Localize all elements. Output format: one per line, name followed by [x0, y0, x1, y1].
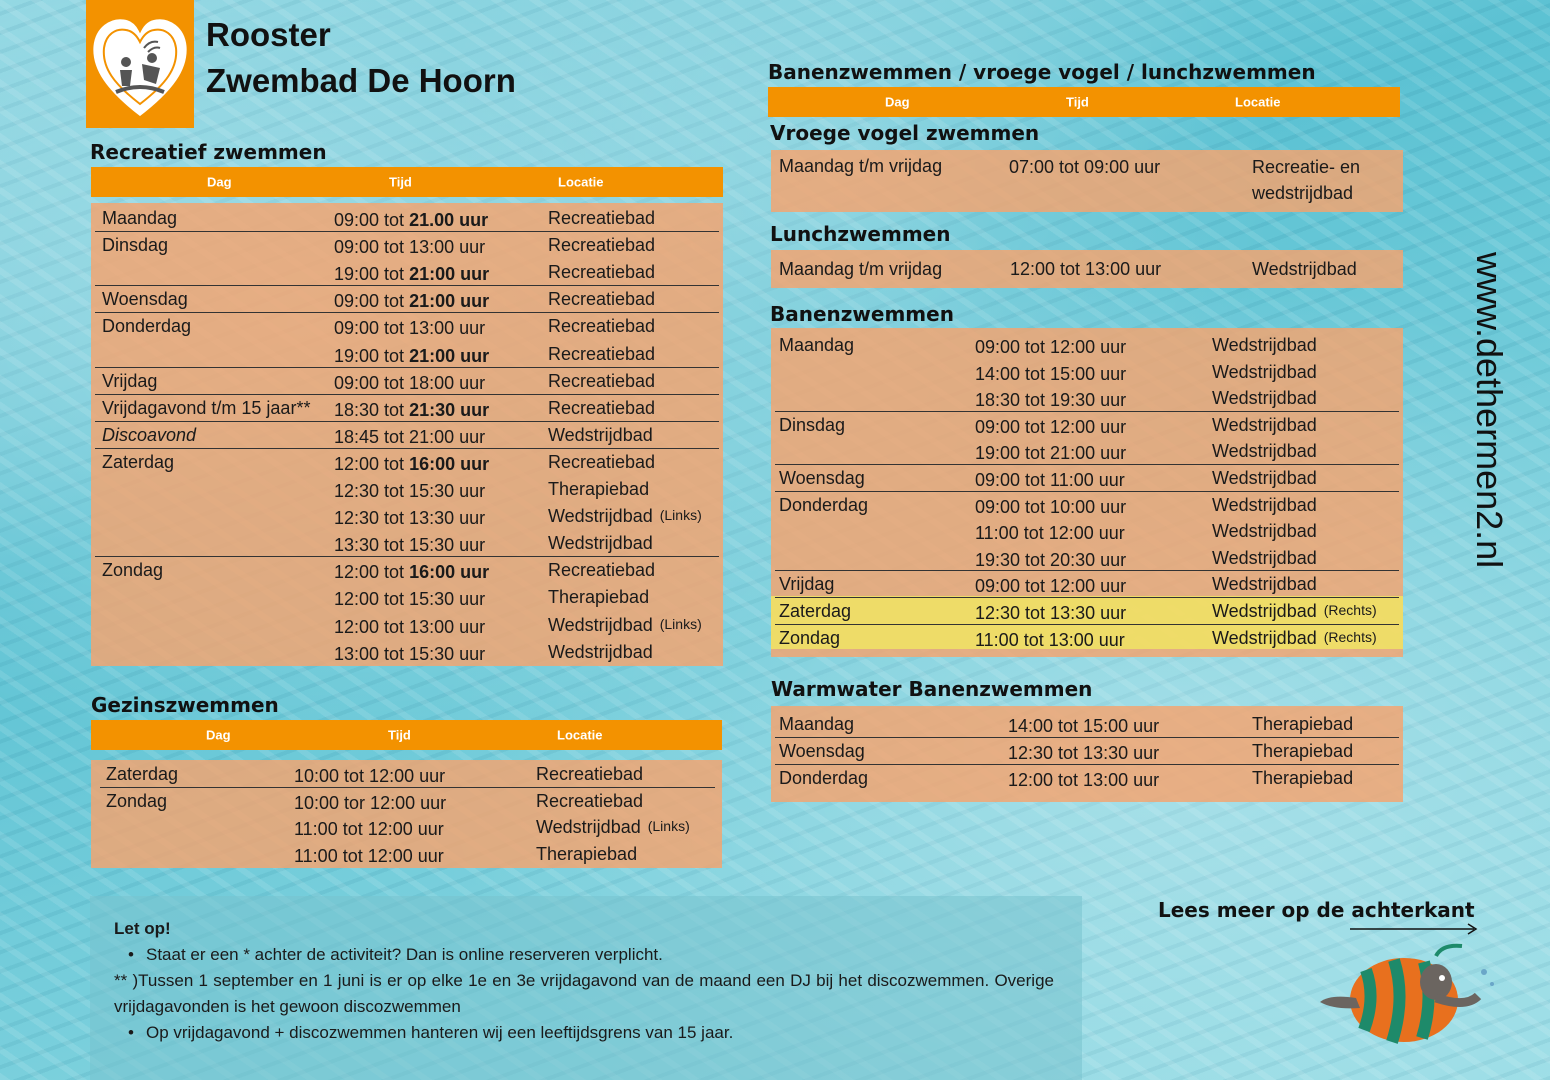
- location-text: Wedstrijdbad: [1212, 574, 1317, 595]
- row-day: Zaterdag: [102, 451, 175, 472]
- row-location: [536, 791, 643, 812]
- time-text: 09:00 tot 13:00 uur: [334, 237, 486, 258]
- row-day: Zondag: [779, 627, 841, 648]
- time-text: 19:00 tot: [334, 264, 410, 285]
- row-time: [334, 237, 485, 258]
- row-location: [548, 235, 655, 256]
- time-text: 18:45 tot 21:00 uur: [334, 426, 486, 447]
- location-note: (Links): [659, 615, 702, 632]
- col-tijd: Tijd: [1066, 94, 1089, 110]
- location-text: Recreatiebad: [536, 764, 644, 784]
- time-text: 13:30 tot 15:30 uur: [334, 535, 486, 556]
- notes-box: [90, 896, 1082, 1080]
- row-location: [1212, 362, 1317, 383]
- location-text: Wedstrijdbad: [1212, 521, 1317, 542]
- row-day: Vrijdag: [102, 370, 158, 391]
- location-text: Recreatiebad: [548, 343, 656, 364]
- row-time: [975, 576, 1126, 597]
- location-text: Wedstrijdbad: [548, 424, 653, 445]
- row-time: [294, 793, 446, 814]
- row-location: [548, 262, 655, 283]
- time-text: 12:00 tot 13:00 uur: [334, 616, 486, 637]
- time-text: 11:00 tot 12:00 uur: [975, 523, 1125, 544]
- time-bold: 21.00 uur: [409, 210, 489, 230]
- row-location: [548, 642, 653, 663]
- notes-paragraph: ** )Tussen 1 september en 1 juni is er op elke 1e en 3e vrijdagavond van de maand een DJ bij het discozwemmen. Overige vrijdagavonden is het gewoon discozwemmen: [114, 971, 1054, 1016]
- row-time: [294, 846, 444, 867]
- row-location: [1212, 548, 1317, 569]
- row-location: [1212, 521, 1317, 542]
- time-bold: 21:00 uur: [409, 291, 490, 312]
- location-text: Recreatiebad: [548, 208, 656, 228]
- location-text: Wedstrijdbad: [1212, 601, 1317, 621]
- row-time: [334, 644, 485, 665]
- time-text: 18:30 tot 19:30 uur: [975, 390, 1127, 411]
- time-bold: 21:30 uur: [409, 399, 490, 420]
- time-text: 10:00 tor 12:00 uur: [294, 792, 447, 813]
- time-text: 09:00 tot: [334, 291, 410, 312]
- banen-table: [771, 328, 1403, 657]
- time-text: 12:00 tot 15:30 uur: [334, 589, 486, 610]
- row-location: [1212, 441, 1317, 462]
- location-text: Wedstrijdbad: [548, 533, 653, 554]
- row-day: Maandag: [102, 208, 178, 228]
- row-time: [334, 318, 485, 339]
- row-location: [548, 533, 653, 554]
- row-time: [1008, 743, 1159, 764]
- recreatief-title: Recreatief zwemmen: [90, 140, 327, 164]
- location-text: Therapiebad: [1252, 740, 1354, 761]
- row-location: [1212, 601, 1377, 622]
- row-time: [334, 427, 485, 448]
- lunch-table: [771, 250, 1403, 288]
- row-divider: [95, 312, 719, 313]
- col-dag: Dag: [207, 174, 232, 190]
- notes-heading: Let op!: [114, 919, 171, 938]
- vroege-day: Maandag t/m vrijdag: [779, 156, 943, 176]
- banen-main-title: Banenzwemmen / vroege vogel / lunchzwemmen: [768, 60, 1316, 84]
- location-text: Therapiebad: [1252, 714, 1354, 734]
- location-text: Recreatiebad: [548, 397, 656, 418]
- time-bold: 21:00 uur: [409, 264, 490, 285]
- row-time: [975, 443, 1126, 464]
- vroege-table: [771, 150, 1403, 212]
- col-tijd: Tijd: [389, 174, 412, 190]
- time-text: 14:00 tot 15:00 uur: [1008, 716, 1160, 736]
- row-divider: [775, 624, 1399, 625]
- banen-title: Banenzwemmen: [770, 302, 954, 326]
- row-time: [334, 400, 489, 421]
- row-divider: [95, 231, 719, 232]
- row-location: [1212, 415, 1317, 436]
- row-day: Zondag: [106, 790, 168, 811]
- recreatief-table: [91, 203, 723, 666]
- row-time: [294, 766, 445, 787]
- location-text: Therapiebad: [536, 844, 638, 865]
- row-location: [548, 316, 655, 337]
- row-location: [548, 344, 655, 365]
- warm-table: [771, 706, 1403, 802]
- time-text: 12:00 tot: [334, 453, 410, 474]
- time-text: 19:00 tot 21:00 uur: [975, 443, 1127, 464]
- row-time: [334, 291, 489, 312]
- row-time: [334, 346, 489, 367]
- row-location: [536, 844, 637, 865]
- vroege-time: 07:00 tot 09:00 uur: [1009, 157, 1161, 177]
- row-time: [975, 603, 1126, 624]
- location-text: Therapiebad: [1252, 767, 1354, 788]
- time-text: 09:00 tot 12:00 uur: [975, 337, 1127, 357]
- time-text: 12:00 tot: [334, 562, 410, 583]
- row-day: Dinsdag: [779, 414, 846, 435]
- title-line-2: Zwembad De Hoorn: [206, 62, 516, 99]
- location-text: Recreatiebad: [536, 790, 644, 811]
- col-dag: Dag: [206, 727, 231, 743]
- lunch-loc: Wedstrijdbad: [1252, 259, 1357, 279]
- row-day: Woensdag: [779, 740, 865, 761]
- location-text: Wedstrijdbad: [1212, 468, 1317, 488]
- row-location: [548, 398, 655, 419]
- row-day: Vrijdag: [779, 574, 835, 595]
- row-time: [334, 373, 485, 394]
- row-divider: [95, 367, 719, 368]
- row-divider: [775, 491, 1399, 492]
- time-text: 19:00 tot: [334, 345, 410, 366]
- lunch-day: Maandag t/m vrijdag: [779, 259, 943, 279]
- gezins-header: [91, 720, 722, 750]
- notes-bullet-2-text: Op vrijdagavond + discozwemmen hanteren wij een leeftijdsgrens van 15 jaar.: [146, 1023, 734, 1042]
- row-time: [334, 562, 489, 583]
- location-note: (Links): [647, 818, 690, 835]
- time-text: 11:00 tot 12:00 uur: [294, 819, 444, 840]
- row-day: Donderdag: [779, 494, 869, 515]
- location-text: Therapiebad: [548, 479, 650, 499]
- location-text: Recreatiebad: [548, 370, 656, 391]
- row-time: [334, 454, 489, 475]
- location-text: Recreatiebad: [548, 560, 656, 581]
- warm-title: Warmwater Banenzwemmen: [771, 677, 1093, 701]
- location-text: Wedstrijdbad: [1212, 441, 1317, 462]
- time-text: 18:30 tot: [334, 399, 410, 420]
- row-location: [548, 371, 655, 392]
- vroege-title: Vroege vogel zwemmen: [770, 121, 1040, 145]
- row-divider: [775, 411, 1399, 412]
- time-text: 12:30 tot 15:30 uur: [334, 481, 486, 501]
- location-note: (Rechts): [1323, 602, 1377, 618]
- col-locatie: Locatie: [1235, 94, 1281, 110]
- row-divider: [95, 285, 719, 286]
- time-text: 10:00 tot 12:00 uur: [294, 766, 446, 786]
- row-day: Maandag: [779, 335, 855, 355]
- row-time: [975, 364, 1126, 385]
- location-text: Wedstrijdbad: [1212, 335, 1317, 355]
- arrow-right-icon: [1350, 922, 1480, 936]
- row-divider: [775, 464, 1399, 465]
- row-location: [1212, 335, 1317, 356]
- time-text: 12:30 tot 13:30 uur: [975, 603, 1127, 623]
- row-time: [975, 630, 1125, 651]
- row-divider: [775, 764, 1399, 765]
- row-divider: [775, 737, 1399, 738]
- seal-mascot-icon: [1316, 938, 1498, 1048]
- location-text: Wedstrijdbad: [1212, 494, 1317, 515]
- row-location: [1252, 741, 1353, 762]
- row-time: [334, 481, 485, 502]
- location-text: Wedstrijdbad: [1212, 414, 1317, 435]
- time-text: 09:00 tot 11:00 uur: [975, 470, 1125, 490]
- row-day: Dinsdag: [102, 235, 169, 256]
- col-locatie: Locatie: [557, 727, 603, 743]
- vroege-loc-1: Recreatie- en: [1252, 157, 1361, 177]
- location-text: Wedstrijdbad: [548, 506, 653, 527]
- col-dag: Dag: [885, 94, 910, 110]
- lunch-time: 12:00 tot 13:00 uur: [1010, 259, 1162, 279]
- row-location: [1252, 714, 1353, 735]
- row-day: Zaterdag: [106, 764, 179, 784]
- row-divider: [775, 570, 1399, 571]
- row-time: [975, 390, 1126, 411]
- row-location: [548, 506, 702, 527]
- time-text: 11:00 tot 12:00 uur: [294, 846, 444, 867]
- row-location: [548, 425, 653, 446]
- location-text: Wedstrijdbad: [1212, 361, 1317, 382]
- location-text: Wedstrijdbad: [548, 641, 653, 662]
- row-divider: [95, 556, 719, 557]
- lees-meer-text[interactable]: Lees meer op de achterkant: [1158, 898, 1475, 922]
- row-time: [1008, 770, 1159, 791]
- row-time: [975, 417, 1126, 438]
- row-day: Maandag: [779, 714, 855, 734]
- recreatief-header: [91, 167, 723, 197]
- time-text: 09:00 tot 12:00 uur: [975, 576, 1127, 597]
- time-text: 12:30 tot 13:30 uur: [334, 508, 486, 529]
- row-time: [975, 497, 1126, 518]
- location-text: Recreatiebad: [548, 316, 656, 337]
- location-text: Recreatiebad: [548, 289, 656, 310]
- row-location: [1252, 768, 1353, 789]
- row-location: [1212, 628, 1377, 649]
- row-time: [975, 523, 1125, 544]
- row-location: [536, 817, 690, 838]
- col-tijd: Tijd: [388, 727, 411, 743]
- time-text: 14:00 tot 15:00 uur: [975, 363, 1127, 384]
- bullet-icon: •: [128, 945, 134, 964]
- row-day: Zondag: [102, 560, 164, 581]
- row-day: Woensdag: [779, 468, 865, 488]
- col-locatie: Locatie: [558, 174, 604, 190]
- row-time: [334, 210, 488, 231]
- vroege-loc-2: wedstrijdbad: [1252, 183, 1354, 203]
- row-time: [1008, 716, 1159, 737]
- row-divider: [95, 394, 719, 395]
- lunch-title: Lunchzwemmen: [770, 222, 951, 246]
- location-text: Wedstrijdbad: [548, 614, 653, 635]
- time-text: 09:00 tot 12:00 uur: [975, 416, 1127, 437]
- row-time: [334, 589, 485, 610]
- notes-bullet-1-text: Staat er een * achter de activiteit? Dan is online reserveren verplicht.: [146, 945, 663, 964]
- row-time: [334, 508, 485, 529]
- location-text: Recreatiebad: [548, 235, 656, 256]
- row-location: [548, 289, 655, 310]
- notes-bullet-2: [128, 1020, 1046, 1046]
- row-day: Zaterdag: [779, 601, 852, 621]
- website-url[interactable]: www.dethermen2.nl: [1469, 252, 1510, 569]
- row-day: Vrijdagavond t/m 15 jaar**: [102, 397, 311, 418]
- banen-header: [768, 87, 1400, 117]
- row-day: Donderdag: [779, 767, 869, 788]
- time-text: 11:00 tot 13:00 uur: [975, 629, 1125, 650]
- time-text: 12:30 tot 13:30 uur: [1008, 742, 1160, 763]
- time-text: 09:00 tot: [334, 210, 410, 230]
- row-divider: [95, 448, 719, 449]
- logo-box: [86, 0, 194, 128]
- row-time: [975, 470, 1125, 491]
- location-note: (Links): [659, 507, 702, 524]
- gezins-title: Gezinszwemmen: [91, 693, 279, 717]
- row-location: [548, 208, 655, 229]
- row-location: [548, 479, 649, 500]
- row-location: [1212, 468, 1317, 489]
- location-text: Wedstrijdbad: [1212, 388, 1317, 409]
- location-note: (Rechts): [1323, 628, 1377, 645]
- time-text: 09:00 tot 13:00 uur: [334, 318, 486, 339]
- time-text: 09:00 tot 18:00 uur: [334, 372, 486, 393]
- row-time: [294, 819, 444, 840]
- time-bold: 21:00 uur: [409, 345, 490, 366]
- row-location: [1212, 574, 1317, 595]
- time-text: 12:00 tot 13:00 uur: [1008, 769, 1160, 790]
- row-location: [548, 615, 702, 636]
- row-divider: [775, 597, 1399, 598]
- title-line-1: Rooster: [206, 16, 331, 53]
- location-text: Wedstrijdbad: [536, 817, 641, 838]
- location-text: Wedstrijdbad: [1212, 627, 1317, 648]
- row-location: [1212, 388, 1317, 409]
- location-text: Recreatiebad: [548, 262, 656, 283]
- row-day: Donderdag: [102, 316, 192, 337]
- gezins-table: [91, 760, 722, 868]
- row-day: Discoavond: [102, 424, 197, 445]
- row-time: [334, 617, 485, 638]
- time-text: 09:00 tot 10:00 uur: [975, 496, 1127, 517]
- location-text: Recreatiebad: [548, 451, 656, 472]
- row-day: Woensdag: [102, 289, 188, 310]
- row-location: [536, 764, 643, 785]
- row-time: [975, 337, 1126, 358]
- heart-swimmers-logo: [86, 0, 194, 128]
- row-divider: [100, 787, 715, 788]
- time-bold: 16:00 uur: [409, 562, 490, 583]
- time-text: 19:30 tot 20:30 uur: [975, 549, 1127, 570]
- time-text: 13:00 tot 15:30 uur: [334, 643, 486, 664]
- time-bold: 16:00 uur: [409, 453, 490, 474]
- location-text: Wedstrijdbad: [1212, 547, 1317, 568]
- location-text: Therapiebad: [548, 587, 650, 608]
- notes-bullet-1: [128, 942, 1046, 968]
- row-location: [548, 452, 655, 473]
- row-time: [334, 264, 489, 285]
- row-location: [548, 587, 649, 608]
- bullet-icon: •: [128, 1023, 134, 1042]
- row-divider: [95, 421, 719, 422]
- row-time: [975, 550, 1126, 571]
- row-location: [1212, 495, 1317, 516]
- row-location: [548, 560, 655, 581]
- row-time: [334, 535, 485, 556]
